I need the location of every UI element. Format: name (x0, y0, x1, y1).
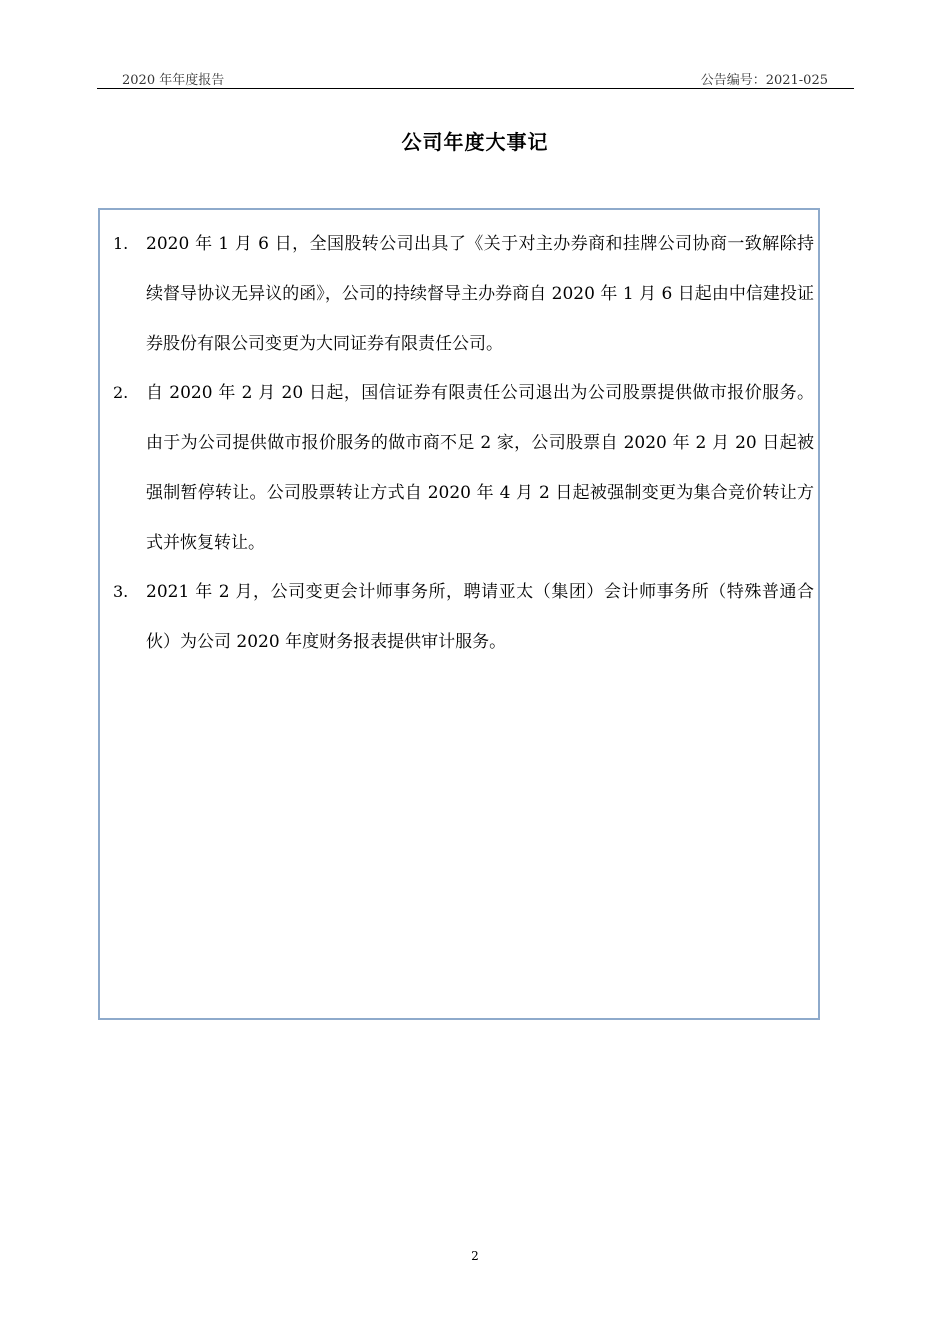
event-text: 自 2020 年 2 月 20 日起，国信证券有限责任公司退出为公司股票提供做市报价服务。由于为公司提供做市报价服务的做市商不足 2 家，公司股票自 2020 年 2 月 20 日起被强制暂停转让。公司股票转让方式自 2020 年 4 月 2 日起被强制变更为集合竞价转让方式并恢复转让。 (146, 383, 814, 553)
event-number: 1. (113, 234, 129, 253)
event-number: 3. (113, 582, 129, 601)
event-text: 2020 年 1 月 6 日，全国股转公司出具了《关于对主办券商和挂牌公司协商一致解除持续督导协议无异议的函》，公司的持续督导主办券商自 2020 年 1 月 6 日起由中信建投证券股份有限公司变更为大同证券有限责任公司。 (146, 234, 814, 354)
annual-events-box (98, 208, 820, 1020)
header-announcement-number: 公告编号：2021-025 (700, 73, 828, 88)
page-title: 公司年度大事记 (401, 130, 549, 154)
header-report-title: 2020 年年度报告 (122, 73, 225, 88)
page-header (97, 64, 854, 89)
page-number: 2 (471, 1249, 479, 1263)
event-number: 2. (113, 383, 129, 402)
event-text: 2021 年 2 月，公司变更会计师事务所，聘请亚太（集团）会计师事务所（特殊普通合伙）为公司 2020 年度财务报表提供审计服务。 (146, 582, 814, 652)
